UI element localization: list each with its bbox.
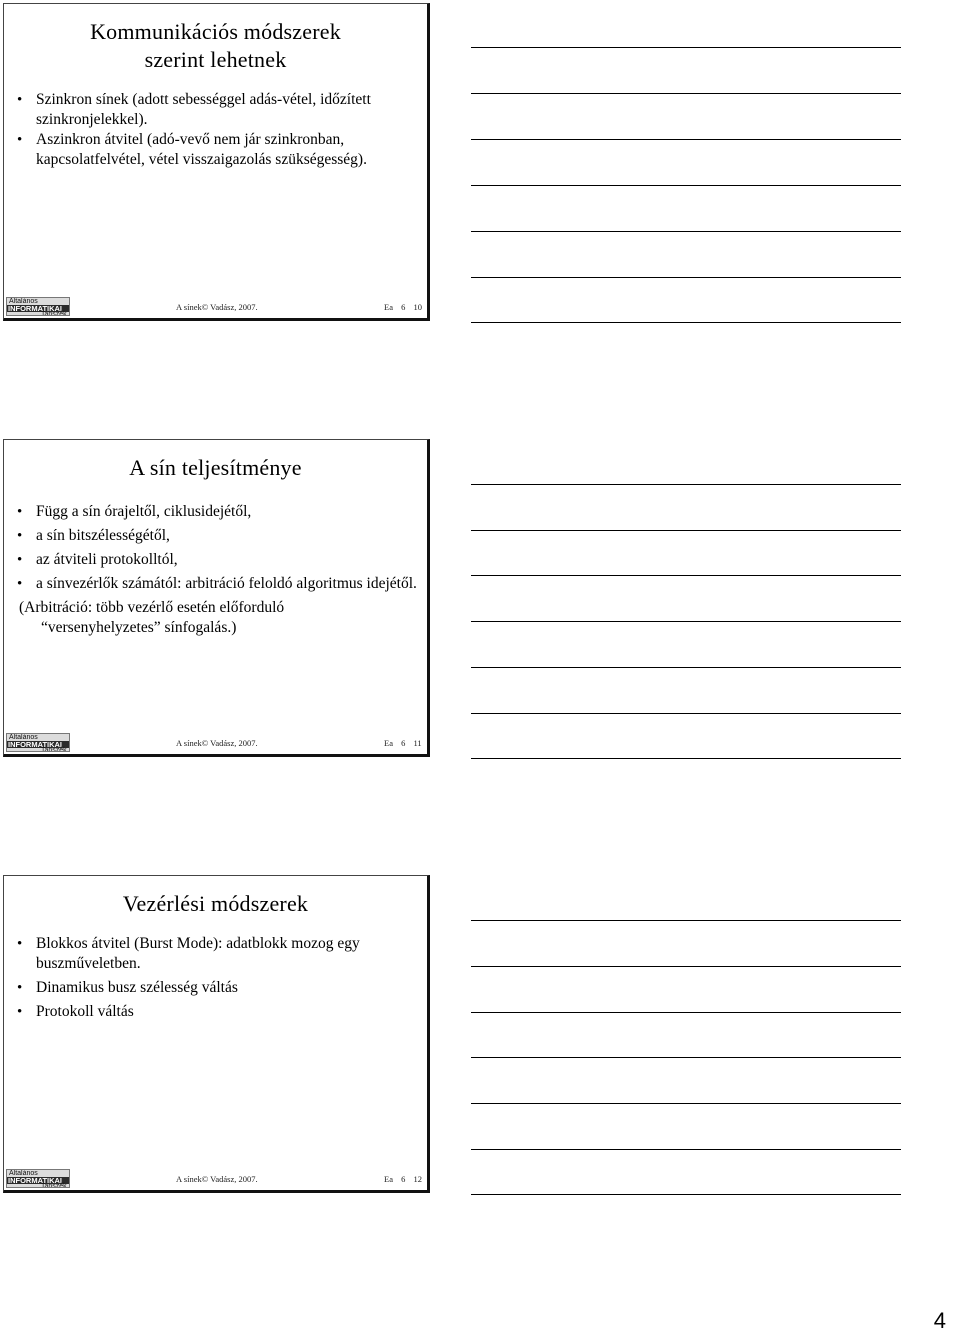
footer-copyright: A sínek© Vadász, 2007.	[176, 738, 258, 748]
bullet-item: • a sínvezérlők számától: arbitráció feloldó algoritmus idejétől.	[4, 574, 427, 594]
bullet-item: • Protokoll váltás	[4, 1002, 427, 1022]
arbitration-note-line: “versenyhelyzetes” sínfogalás.)	[41, 619, 237, 636]
department-logo: Általános INFORMATIKAI Tanszék	[6, 297, 70, 316]
slide-title-line: szerint lehetnek	[144, 47, 287, 72]
footer-slide-number: Ea 6 12	[384, 1174, 422, 1184]
bullet-list	[4, 934, 427, 1022]
bullet-item: • az átviteli protokolltól,	[4, 550, 427, 570]
slide-2	[3, 439, 430, 757]
bullet-item: • Dinamikus busz szélesség váltás	[4, 978, 427, 998]
bullet-item: • Függ a sín órajeltől, ciklusidejétől,	[4, 502, 427, 522]
footer-copyright: A sínek© Vadász, 2007.	[176, 1174, 258, 1184]
arbitration-note	[4, 598, 427, 638]
slide-title-line: Kommunikációs módszerek	[90, 19, 341, 44]
slide-footer	[4, 732, 427, 754]
bullet-item: • a sín bitszélességétől,	[4, 526, 427, 546]
bullet-list	[4, 502, 427, 594]
slide-footer	[4, 296, 427, 318]
footer-slide-number: Ea 6 10	[384, 302, 422, 312]
footer-slide-number: Ea 6 11	[384, 738, 422, 748]
bullet-item: • Blokkos átvitel (Burst Mode): adatblokk mozog egy buszműveletben.	[4, 934, 427, 974]
department-logo: Általános INFORMATIKAI Tanszék	[6, 733, 70, 752]
footer-copyright: A sínek© Vadász, 2007.	[176, 302, 258, 312]
bullet-item: • Aszinkron átvitel (adó-vevő nem jár szinkronban, kapcsolatfelvétel, vétel visszaigazolás szükségesség).	[4, 130, 427, 170]
department-logo: Általános INFORMATIKAI Tanszék	[6, 1169, 70, 1188]
page-number: 4	[933, 1308, 946, 1333]
slide-title: A sín teljesítménye	[129, 455, 302, 480]
bullet-item: • Szinkron sínek (adott sebességgel adás-vétel, időzített szinkronjelekkel).	[4, 90, 427, 130]
arbitration-note-line: (Arbitráció: több vezérlő esetén előforduló	[19, 599, 285, 616]
slide-footer	[4, 1168, 427, 1190]
bullet-list	[4, 90, 427, 170]
slide-3	[3, 875, 430, 1193]
slide-title	[14, 18, 417, 74]
slide-title: Vezérlési módszerek	[122, 891, 309, 916]
slide-1	[3, 3, 430, 321]
